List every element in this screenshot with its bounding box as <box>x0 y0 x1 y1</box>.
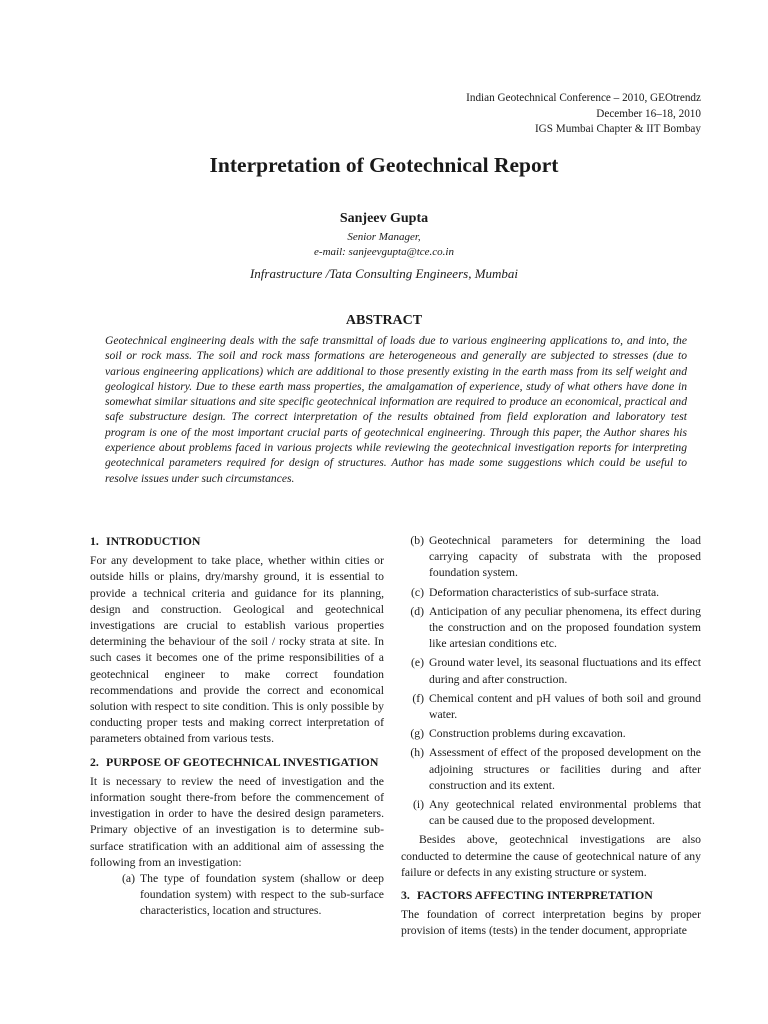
section-3-text: The foundation of correct interpretation begins by proper provision of items (tests) in the tender document, appropriate <box>401 908 701 938</box>
list-item-label: (b) <box>410 534 424 547</box>
list-item-f <box>401 691 701 723</box>
section-3-heading <box>401 887 701 903</box>
section-2-title: PURPOSE OF GEOTECHNICAL INVESTIGATION <box>106 754 379 769</box>
section-3-title: FACTORS AFFECTING INTERPRETATION <box>417 888 653 903</box>
conference-header <box>466 91 701 138</box>
conference-name: Indian Geotechnical Conference – 2010, GEOtrendz <box>466 92 701 104</box>
list-item-g <box>401 726 701 742</box>
list-item-text: Assessment of effect of the proposed development on the adjoining structures or facilities during and after construction and its extent. <box>429 746 701 792</box>
list-item-label: (g) <box>410 727 424 741</box>
author-name: Sanjeev Gupta <box>339 211 429 226</box>
list-item-label: (i) <box>412 798 424 812</box>
right-column <box>401 533 701 940</box>
section-2-number: 2. <box>90 754 99 769</box>
list-item-c <box>401 585 701 601</box>
list-item-text: Any geotechnical related environmental problems that can be caused due to the proposed development. <box>429 798 701 828</box>
section-2-heading <box>90 754 384 770</box>
section-1-text: For any development to take place, whether within cities or outside hills or plains, dry/marshy ground, it is essential to provide a technical criteria and guidance for its planning, design and construction. Geological and geotechnical investigations are crucial to establish various properties determining the behaviour of the soil / rocky strata at site. In such cases it becomes one of the prime responsibilities of a geotechnical engineer to make correct foundation recommendations and provide the correct and economical solution with respect to site condition. This is only possible by conducting proper tests and making correct interpretation of parameters obtained from various tests. <box>90 554 384 746</box>
list-item-label: (a) <box>122 872 135 886</box>
section-2-text: It is necessary to review the need of investigation and the information sought there-from before the commencement of investigation in order to have the desired design parameters. Primary objective of an investigation is to determine sub-surface stratification with an additional aim of assessing the following from an investigation: <box>90 774 384 869</box>
list-item-label: (h) <box>410 746 424 760</box>
list-item-text: Anticipation of any peculiar phenomena, its effect during the construction and on the proposed foundation system like artesian conditions etc. <box>429 604 701 651</box>
list-item-h <box>401 745 701 794</box>
author-email: e-mail: sanjeevgupta@tce.co.in <box>314 246 454 258</box>
list-item-d <box>401 604 701 653</box>
list-item-text: The type of foundation system (shallow or deep foundation system) with respect to the sub-surface characteristics, location and structures. <box>140 872 384 918</box>
list-item-label: (c) <box>411 585 424 599</box>
section-3-number: 3. <box>401 888 410 903</box>
list-item-text: Deformation characteristics of sub-surface strata. <box>429 585 660 599</box>
list-item-i <box>401 797 701 829</box>
list-item-text: Chemical content and pH values of both soil and ground water. <box>429 691 701 722</box>
conference-venue: IGS Mumbai Chapter & IIT Bombay <box>534 123 701 135</box>
author-role: Senior Manager, <box>347 231 421 243</box>
section-2-closing: Besides above, geotechnical investigations are also conducted to determine the cause of geotechnical nature of any failure or defects in any existing structure or system. <box>401 833 701 879</box>
list-item-label: (e) <box>411 656 424 670</box>
author-affiliation: Infrastructure /Tata Consulting Engineers, Mumbai <box>249 266 519 281</box>
abstract-heading: ABSTRACT <box>345 313 423 328</box>
list-item-label: (d) <box>410 604 424 618</box>
list-item-text: Construction problems during excavation. <box>429 727 626 741</box>
paper-title: Interpretation of Geotechnical Report <box>209 153 559 177</box>
list-item-text: Ground water level, its seasonal fluctuations and its effect during and after construction. <box>429 656 701 686</box>
section-1-heading <box>90 533 384 549</box>
list-item-e <box>401 655 701 687</box>
list-item-text: Geotechnical parameters for determining the load carrying capacity of substrata with the proposed foundation system. <box>429 534 701 580</box>
list-item-a <box>112 871 384 920</box>
section-1-title: INTRODUCTION <box>106 534 201 548</box>
section-1-number: 1. <box>90 534 99 548</box>
left-column <box>90 533 384 923</box>
abstract-text: Geotechnical engineering deals with the safe transmittal of loads due to various engineering applications to, and into, the soil or rock mass. The soil and rock mass formations are heterogeneous and generally are subjected to stresses (due to various engineering applications) which are additional to those presently existing in the earth mass from its self weight and geological history. Due to these earth mass properties, the amalgamation of experience, study of what others have done in somewhat similar situations and site specific geotechnical information are required to produce an economical, practical and safe substructure design. The correct interpretation of the results obtained from field exploration and laboratory test program is one of the most important crucial parts of geotechnical engineering. Through this paper, the Author shares his experience about problems faced in various projects while reviewing the geotechnical investigation reports for interpreting geotechnical parameters required for design of structures. Author has made some suggestions which could be useful to resolve issues under such circumstances. <box>105 334 687 485</box>
list-item-b <box>401 533 701 582</box>
list-item-label: (f) <box>412 691 424 705</box>
conference-dates: December 16–18, 2010 <box>596 107 701 120</box>
